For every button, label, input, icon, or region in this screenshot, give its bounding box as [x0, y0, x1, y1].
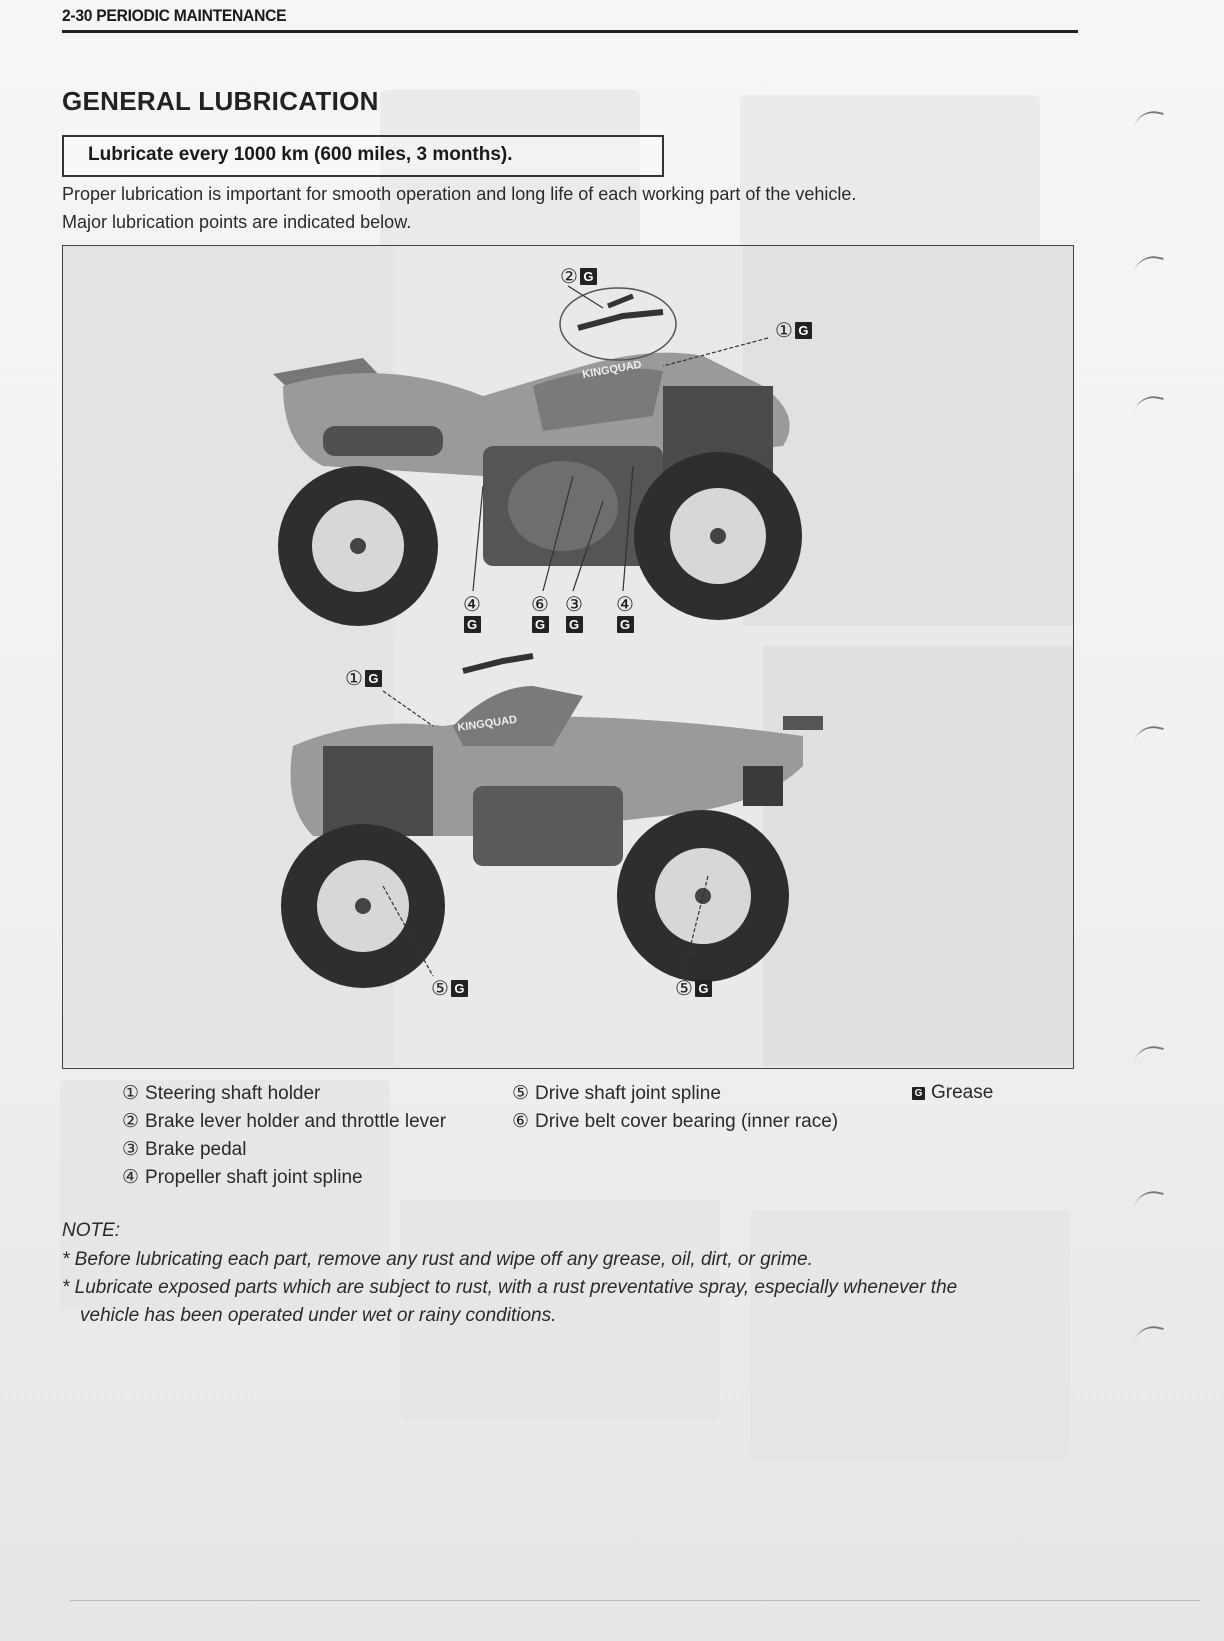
note-line-1: * Before lubricating each part, remove any rust and wipe off any grease, oil, dirt, or grime. [62, 1249, 813, 1270]
legend-item: ① Steering shaft holder [122, 1082, 321, 1104]
bottom-rule [70, 1600, 1200, 1601]
grease-badge: G [617, 616, 634, 633]
lubrication-figure [62, 245, 1074, 1069]
intro-line-2: Major lubrication points are indicated below. [62, 212, 412, 232]
note-line-3: vehicle has been operated under wet or rainy conditions. [80, 1305, 557, 1326]
page-header-label: 2-30 PERIODIC MAINTENANCE [62, 6, 287, 25]
interval-box [62, 135, 664, 177]
grease-badge: G [365, 670, 382, 687]
grease-badge: G [532, 616, 549, 633]
note-line-2: * Lubricate exposed parts which are subject to rust, with a rust preventative spray, especially whenever the [62, 1277, 958, 1298]
legend-item: ⑤ Drive shaft joint spline [512, 1082, 721, 1104]
legend-grease-key: G Grease [912, 1082, 993, 1104]
atv-logo-top: KINGQUAD [581, 358, 643, 381]
grease-badge: G [695, 980, 712, 997]
callout-4-left: ④ G [463, 592, 481, 632]
atv-illustration [63, 246, 1073, 1068]
bleed-through-photo [750, 1210, 1070, 1460]
callout-5-left: ⑤ G [431, 976, 468, 1000]
callout-3: ③ G [565, 592, 583, 632]
page-header [62, 4, 1078, 33]
callout-2: ② G [560, 264, 597, 288]
interval-text: Lubricate every 1000 km (600 miles, 3 months). [88, 144, 513, 165]
note-label: NOTE: [62, 1220, 121, 1241]
grease-badge: G [566, 616, 583, 633]
legend-item: ④ Propeller shaft joint spline [122, 1166, 363, 1188]
legend-item: ⑥ Drive belt cover bearing (inner race) [512, 1110, 839, 1132]
legend-item: ② Brake lever holder and throttle lever [122, 1110, 447, 1132]
grease-badge: G [451, 980, 468, 997]
callout-5-right: ⑤ G [675, 976, 712, 1000]
grease-badge: G [795, 322, 812, 339]
grease-badge: G [912, 1087, 925, 1100]
grease-badge: G [580, 268, 597, 285]
intro-line-1: Proper lubrication is important for smooth operation and long life of each working part of the vehicle. [62, 184, 857, 204]
legend-item: ③ Brake pedal [122, 1138, 247, 1160]
callout-1: ① G [775, 318, 812, 342]
callout-4-right: ④ G [616, 592, 634, 632]
grease-badge: G [464, 616, 481, 633]
section-title: GENERAL LUBRICATION [62, 86, 379, 116]
callout-6: ⑥ G [531, 592, 549, 632]
callout-1-bottom: ① G [345, 666, 382, 690]
atv-logo-bottom: KINGQUAD [456, 713, 518, 734]
intro-text [62, 180, 856, 236]
